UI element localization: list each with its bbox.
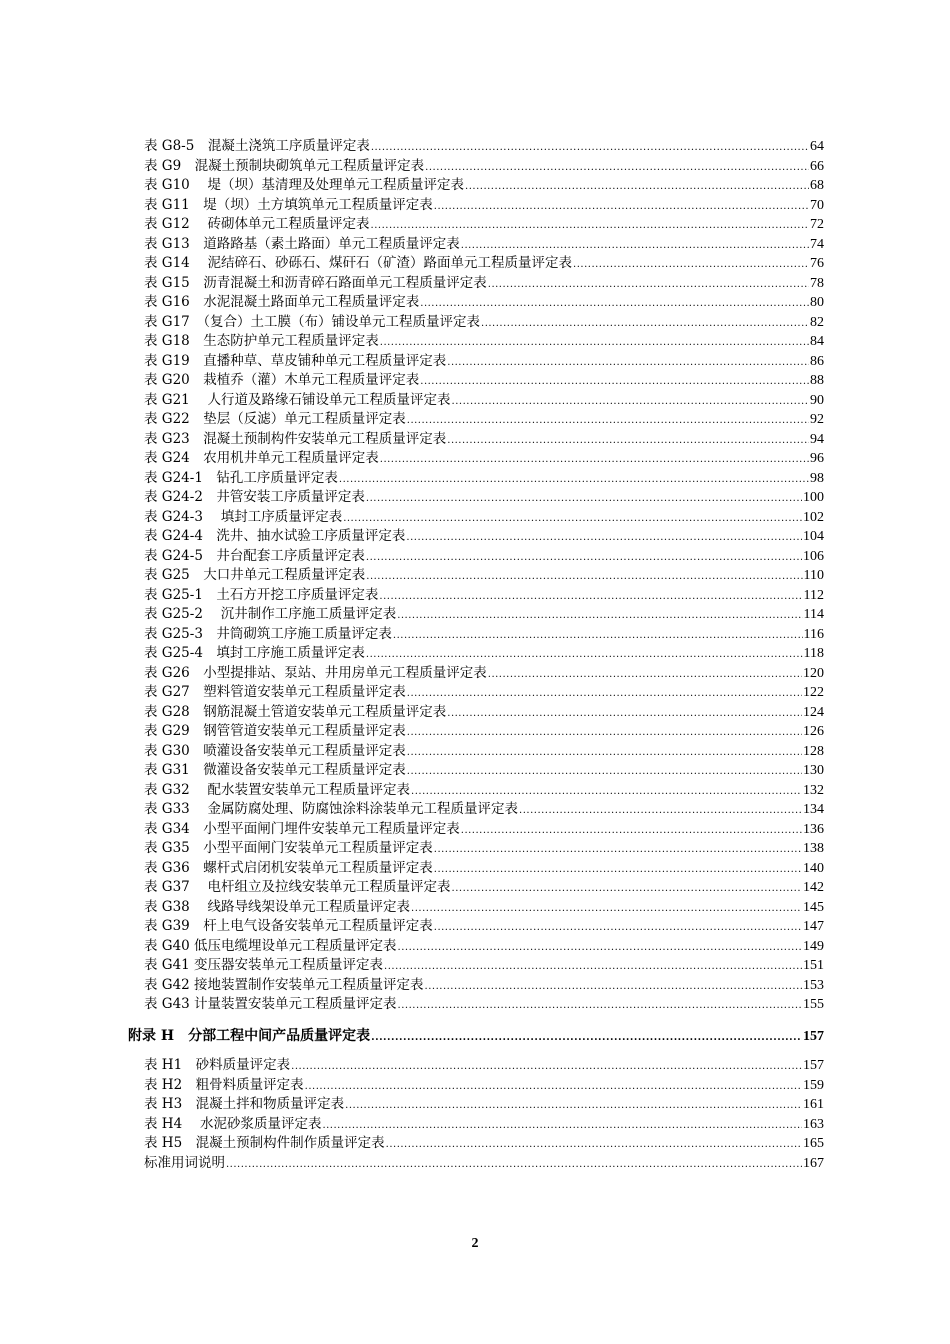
toc-entry-page: 116: [803, 626, 824, 642]
toc-entry[interactable]: [128, 1076, 824, 1096]
toc-entry[interactable]: [128, 527, 824, 547]
toc-entry-page: 157: [803, 1028, 824, 1044]
toc-entry-page: 147: [803, 919, 824, 934]
toc-entry-page: 88: [810, 373, 824, 388]
toc-entry[interactable]: [128, 800, 824, 820]
toc-entry-label: 表 G42 接地装置制作安装单元工程质量评定表: [144, 976, 424, 993]
toc-leader-dots: [345, 1096, 802, 1116]
toc-entry[interactable]: [128, 371, 824, 391]
toc-entry-page: 151: [803, 958, 824, 973]
toc-entry-label: 表 G32 配水装置安装单元工程质量评定表: [144, 781, 411, 798]
toc-entry-label: 表 G27 塑料管道安装单元工程质量评定表: [144, 684, 406, 700]
toc-entry-page: 126: [803, 724, 824, 739]
toc-leader-dots: [291, 1057, 802, 1077]
toc-entry-label: 表 G24-3 填封工序质量评定表: [144, 508, 343, 525]
toc-entry-label: 表 G28 钢筋混凝土管道安装单元工程质量评定表: [144, 703, 447, 720]
toc-entry-label: 表 G29 钢管管道安装单元工程质量评定表: [144, 723, 406, 739]
toc-entry-label: 表 G20 栽植乔（灌）木单元工程质量评定表: [144, 372, 420, 388]
toc-entry[interactable]: [128, 293, 824, 313]
toc-entry-label: 表 G37 电杆组立及拉线安装单元工程质量评定表: [144, 879, 451, 895]
toc-leader-dots: [420, 372, 809, 392]
toc-entry[interactable]: [128, 859, 824, 879]
toc-leader-dots: [434, 840, 802, 860]
toc-entry-page: 167: [803, 1155, 824, 1171]
toc-entry-label: 表 G21 人行道及路缘石铺设单元工程质量评定表: [144, 391, 451, 408]
toc-leader-dots: [226, 1155, 802, 1175]
toc-leader-dots: [411, 782, 802, 802]
toc-entry-label: 表 H3 混凝土拌和物质量评定表: [144, 1096, 345, 1112]
toc-leader-dots: [371, 1028, 802, 1048]
toc-entry-label: 表 G25-4 填封工序施工质量评定表: [144, 645, 365, 661]
toc-entry[interactable]: [128, 1056, 824, 1076]
toc-leader-dots: [461, 821, 802, 841]
toc-entry-label: 表 G22 垫层（反滤）单元工程质量评定表: [144, 411, 406, 427]
toc-entry[interactable]: [128, 664, 824, 684]
toc-leader-dots: [488, 665, 802, 685]
toc-entry-label: 表 H4 水泥砂浆质量评定表: [144, 1115, 322, 1132]
toc-entry-page: 82: [810, 314, 824, 330]
toc-entry-page: 80: [810, 295, 824, 310]
toc-entry[interactable]: [128, 878, 824, 898]
toc-entry-page: 68: [810, 178, 824, 193]
toc-leader-dots: [366, 489, 802, 509]
toc-entry-label: 表 G35 小型平面闸门安装单元工程质量评定表: [144, 840, 433, 856]
toc-entry[interactable]: [128, 254, 824, 274]
toc-entry-page: 155: [803, 997, 824, 1012]
toc-entry-label: 表 G41 变压器安装单元工程质量评定表: [144, 957, 384, 973]
toc-group-g: [128, 137, 824, 1015]
toc-leader-dots: [366, 567, 802, 587]
toc-leader-dots: [434, 197, 809, 217]
toc-entry[interactable]: [128, 976, 824, 996]
toc-entry-page: 90: [810, 392, 824, 408]
toc-entry-label: 表 G25 大口井单元工程质量评定表: [144, 567, 366, 583]
toc-group-h: [128, 1056, 824, 1173]
toc-entry-label: 表 H2 粗骨料质量评定表: [144, 1076, 304, 1093]
toc-entry-page: 120: [803, 665, 824, 681]
toc-entry-label: 表 G40 低压电缆埋设单元工程质量评定表: [144, 937, 397, 954]
toc-entry[interactable]: [128, 469, 824, 489]
toc-entry[interactable]: [128, 586, 824, 606]
toc-entry-page: 136: [803, 821, 824, 837]
toc-entry[interactable]: [128, 742, 824, 762]
toc-entry[interactable]: [128, 1095, 824, 1115]
toc-leader-dots: [461, 236, 809, 256]
toc-entry-label: 表 H1 砂料质量评定表: [144, 1057, 291, 1073]
toc-leader-dots: [481, 314, 809, 334]
toc-entry-page: 102: [803, 509, 824, 525]
toc-entry-page: 153: [803, 977, 824, 993]
toc-entry-page: 86: [810, 353, 824, 369]
toc-entry[interactable]: [128, 449, 824, 469]
toc-entry[interactable]: [128, 995, 824, 1015]
toc-entry[interactable]: [128, 937, 824, 957]
toc-entry[interactable]: [128, 410, 824, 430]
toc-entry[interactable]: [128, 820, 824, 840]
toc-entry-label: 表 G25-3 井筒砌筑工序施工质量评定表: [144, 625, 392, 642]
toc-entry-page: 138: [803, 841, 824, 856]
toc-leader-dots: [305, 1077, 802, 1097]
toc-leader-dots: [407, 743, 802, 763]
toc-entry[interactable]: [128, 839, 824, 859]
toc-entry-page: 114: [803, 607, 824, 622]
toc-entry[interactable]: [128, 352, 824, 372]
toc-entry-page: 112: [803, 587, 824, 603]
toc-leader-dots: [322, 1116, 802, 1136]
toc-entry-page: 72: [810, 217, 824, 232]
toc-entry-page: 161: [803, 1097, 824, 1112]
toc-entry[interactable]: [128, 605, 824, 625]
toc-leader-dots: [343, 509, 802, 529]
toc-entry-label: 表 G26 小型提排站、泵站、井用房单元工程质量评定表: [144, 664, 487, 681]
toc-entry[interactable]: [128, 1154, 824, 1174]
toc-entry-page: 163: [803, 1116, 824, 1132]
toc-leader-dots: [393, 626, 803, 646]
toc-leader-dots: [366, 645, 803, 665]
toc-entry-label: 标准用词说明: [144, 1154, 225, 1171]
toc-entry[interactable]: [128, 722, 824, 742]
toc-entry-page: 98: [810, 470, 824, 486]
toc-leader-dots: [434, 860, 802, 880]
toc-entry-page: 159: [803, 1077, 824, 1093]
toc-entry-page: 140: [803, 860, 824, 876]
toc-entry[interactable]: [128, 157, 824, 177]
toc-leader-dots: [339, 470, 809, 490]
toc-entry-label: 表 G38 线路导线架设单元工程质量评定表: [144, 898, 411, 915]
toc-entry[interactable]: [128, 1115, 824, 1135]
toc-entry-label: 表 G34 小型平面闸门埋件安装单元工程质量评定表: [144, 820, 460, 837]
toc-entry[interactable]: [128, 898, 824, 918]
toc-leader-dots: [398, 938, 802, 958]
toc-entry-label: 表 G25-1 土石方开挖工序质量评定表: [144, 586, 379, 603]
toc-leader-dots: [366, 548, 802, 568]
toc-entry-label: 表 G30 喷灌设备安装单元工程质量评定表: [144, 742, 406, 759]
toc-entry[interactable]: [128, 274, 824, 294]
toc-leader-dots: [380, 450, 809, 470]
toc-entry-page: 94: [810, 431, 824, 447]
toc-entry[interactable]: [128, 1134, 824, 1154]
toc-entry-page: 157: [803, 1058, 824, 1073]
toc-entry-label: 表 G17 （复合）土工膜（布）铺设单元工程质量评定表: [144, 313, 481, 330]
toc-entry-page: 104: [803, 529, 824, 544]
toc-leader-dots: [384, 957, 802, 977]
toc-entry[interactable]: [128, 196, 824, 216]
toc-leader-dots: [447, 353, 809, 373]
toc-leader-dots: [425, 977, 802, 997]
toc-entry-page: 110: [803, 568, 824, 583]
toc-leader-dots: [452, 879, 802, 899]
toc-entry[interactable]: [128, 703, 824, 723]
toc-entry-label: 表 G39 杆上电气设备安装单元工程质量评定表: [144, 918, 433, 934]
toc-entry[interactable]: [128, 781, 824, 801]
toc-leader-dots: [447, 704, 802, 724]
toc-entry[interactable]: [128, 137, 824, 157]
toc-entry-page: 76: [810, 256, 824, 271]
toc-entry[interactable]: [128, 430, 824, 450]
toc-entry-label: 表 G33 金属防腐处理、防腐蚀涂料涂装单元工程质量评定表: [144, 801, 519, 817]
toc-entry[interactable]: [128, 391, 824, 411]
toc-entry[interactable]: [128, 761, 824, 781]
toc-entry[interactable]: [128, 956, 824, 976]
toc-leader-dots: [465, 177, 809, 197]
toc-entry-page: 100: [803, 490, 824, 505]
toc-entry-page: 70: [810, 197, 824, 213]
toc-entry[interactable]: [128, 917, 824, 937]
toc-leader-dots: [407, 684, 802, 704]
toc-entry-page: 92: [810, 412, 824, 427]
toc-entry-label: 表 G24 农用机井单元工程质量评定表: [144, 450, 379, 466]
toc-entry[interactable]: [128, 547, 824, 567]
toc-entry-label: 表 G36 螺杆式启闭机安装单元工程质量评定表: [144, 859, 433, 876]
toc-entry[interactable]: [128, 235, 824, 255]
toc-entry-page: 84: [810, 334, 824, 349]
toc-entry-page: 78: [810, 275, 824, 291]
toc-entry-label: 表 G15 沥青混凝土和沥青碎石路面单元工程质量评定表: [144, 274, 487, 291]
toc-entry-label: 表 G13 道路路基（素土路面）单元工程质量评定表: [144, 235, 460, 252]
toc-entry-label: 表 G8-5 混凝土浇筑工序质量评定表: [144, 138, 370, 154]
toc-entry-label: 表 H5 混凝土预制构件制作质量评定表: [144, 1135, 385, 1151]
toc-entry-label: 表 G23 混凝土预制构件安装单元工程质量评定表: [144, 430, 447, 447]
toc-leader-dots: [488, 275, 809, 295]
toc-entry-label: 表 G10 堤（坝）基清理及处理单元工程质量评定表: [144, 177, 465, 193]
toc-entry[interactable]: [128, 625, 824, 645]
toc-entry-page: 132: [803, 782, 824, 798]
toc-entry-page: 64: [810, 139, 824, 154]
toc-entry[interactable]: [128, 508, 824, 528]
toc-entry-page: 74: [810, 236, 824, 252]
toc-leader-dots: [407, 762, 802, 782]
toc-leader-dots: [397, 606, 802, 626]
toc-entry-label: 表 G11 堤（坝）土方填筑单元工程质量评定表: [144, 196, 433, 213]
toc-leader-dots: [386, 1135, 802, 1155]
toc-leader-dots: [411, 899, 802, 919]
toc-entry-label: 表 G25-2 沉井制作工序施工质量评定表: [144, 606, 397, 622]
toc-entry-label: 附录 H 分部工程中间产品质量评定表: [128, 1027, 371, 1044]
toc-leader-dots: [452, 392, 809, 412]
toc-entry[interactable]: [128, 176, 824, 196]
toc-entry-label: 表 G24-2 井管安装工序质量评定表: [144, 489, 365, 505]
toc-entry[interactable]: [128, 644, 824, 664]
toc-entry-page: 66: [810, 158, 824, 174]
toc-entry-page: 128: [803, 743, 824, 759]
toc-leader-dots: [573, 255, 809, 275]
toc-entry-label: 表 G18 生态防护单元工程质量评定表: [144, 333, 379, 349]
toc-entry-label: 表 G19 直播种草、草皮铺种单元工程质量评定表: [144, 352, 447, 369]
toc-leader-dots: [398, 996, 802, 1016]
table-of-contents: [128, 137, 824, 1173]
toc-leader-dots: [407, 723, 802, 743]
toc-entry[interactable]: [128, 215, 824, 235]
toc-entry-label: 表 G24-1 钻孔工序质量评定表: [144, 469, 338, 486]
toc-entry-page: 96: [810, 451, 824, 466]
toc-entry-page: 142: [803, 880, 824, 895]
toc-entry-label: 表 G43 计量装置安装单元工程质量评定表: [144, 996, 397, 1012]
toc-entry-label: 表 G14 泥结碎石、砂砾石、煤矸石（矿渣）路面单元工程质量评定表: [144, 255, 573, 271]
toc-leader-dots: [519, 801, 802, 821]
toc-entry[interactable]: [128, 313, 824, 333]
toc-leader-dots: [371, 138, 809, 158]
toc-entry[interactable]: [128, 488, 824, 508]
toc-entry-page: 134: [803, 802, 824, 817]
toc-entry-label: 表 G12 砖砌体单元工程质量评定表: [144, 216, 370, 232]
toc-leader-dots: [420, 294, 809, 314]
toc-leader-dots: [379, 587, 802, 607]
toc-leader-dots: [380, 333, 809, 353]
toc-entry-page: 149: [803, 938, 824, 954]
toc-entry-label: 表 G24-4 洗井、抽水试验工序质量评定表: [144, 528, 406, 544]
page-number: 2: [471, 1236, 479, 1251]
toc-entry-page: 165: [803, 1136, 824, 1151]
toc-entry-page: 122: [803, 685, 824, 700]
toc-leader-dots: [434, 918, 802, 938]
toc-leader-dots: [406, 528, 802, 548]
toc-entry-page: 145: [803, 899, 824, 915]
toc-entry[interactable]: [128, 683, 824, 703]
toc-leader-dots: [447, 431, 809, 451]
toc-entry-label: 表 G9 混凝土预制块砌筑单元工程质量评定表: [144, 157, 425, 174]
toc-leader-dots: [425, 158, 809, 178]
toc-entry-page: 124: [803, 704, 824, 720]
toc-entry-label: 表 G24-5 井台配套工序质量评定表: [144, 547, 365, 564]
toc-leader-dots: [371, 216, 809, 236]
toc-leader-dots: [407, 411, 809, 431]
toc-entry[interactable]: [128, 566, 824, 586]
toc-entry-appendix-h[interactable]: [128, 1027, 824, 1047]
toc-entry-page: 106: [803, 548, 824, 564]
toc-entry-label: 表 G31 微灌设备安装单元工程质量评定表: [144, 762, 406, 778]
toc-entry-page: 118: [803, 646, 824, 661]
toc-entry-page: 130: [803, 763, 824, 778]
toc-entry-label: 表 G16 水泥混凝土路面单元工程质量评定表: [144, 294, 420, 310]
toc-entry[interactable]: [128, 332, 824, 352]
